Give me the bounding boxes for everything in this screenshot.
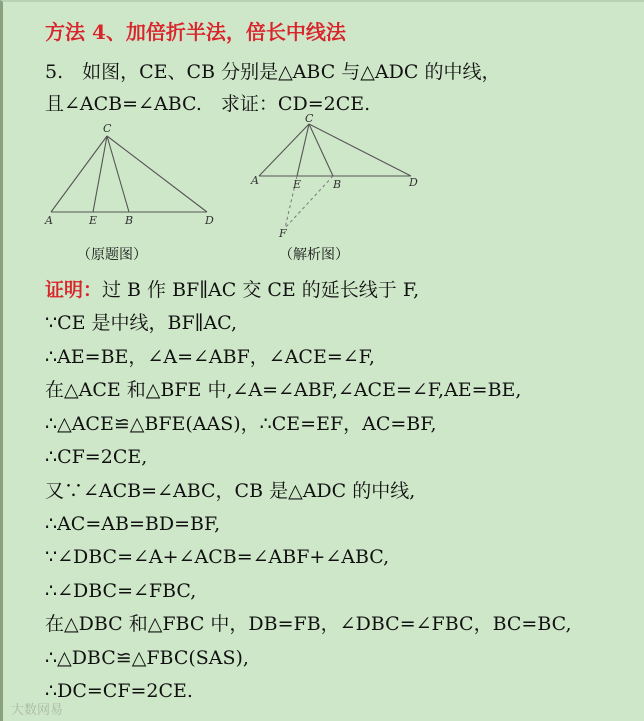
- method-title: 方法 4、加倍折半法，倍长中线法: [45, 20, 346, 44]
- label-A: A: [45, 214, 53, 227]
- label-A2: A: [251, 174, 259, 187]
- proof-line-9: ∴∠DBC=∠FBC,: [45, 580, 197, 602]
- proof-line-0: [45, 278, 419, 302]
- label-D2: D: [409, 176, 418, 189]
- proof-line-4: ∴△ACE≌△BFE(AAS)，∴CE=EF，AC=BF,: [45, 413, 437, 435]
- proof-line-10: 在△DBC 和△FBC 中，DB=FB，∠DBC=∠FBC，BC=BC,: [45, 613, 572, 635]
- original-figure-caption: （原题图）: [77, 247, 147, 263]
- proof-line-0-text: 过 B 作 BF∥AC 交 CE 的延长线于 F,: [102, 279, 420, 301]
- original-figure: [41, 120, 221, 232]
- label-C: C: [103, 122, 112, 135]
- label-E: E: [89, 214, 98, 227]
- proof-line-5: ∴CF=2CE,: [45, 446, 148, 468]
- proof-label: 证明：: [45, 279, 103, 301]
- label-C2: C: [305, 112, 314, 125]
- problem-line-1: 5. 如图，CE、CB 分别是△ABC 与△ADC 的中线，: [45, 61, 501, 83]
- proof-line-11: ∴△DBC≌△FBC(SAS),: [45, 647, 249, 669]
- analysis-figure-caption: （解析图）: [279, 247, 349, 263]
- proof-line-1: ∵CE 是中线，BF∥AC,: [45, 312, 238, 334]
- proof-line-12: ∴DC=CF=2CE.: [45, 680, 193, 702]
- label-D: D: [205, 214, 214, 227]
- proof-line-7: ∴AC=AB=BD=BF,: [45, 513, 221, 535]
- proof-line-2: ∴AE=BE，∠A=∠ABF，∠ACE=∠F,: [45, 346, 375, 368]
- analysis-figure: [249, 112, 429, 238]
- label-F2: F: [279, 227, 287, 238]
- label-B: B: [125, 214, 134, 227]
- watermark: 大数网易: [11, 703, 64, 718]
- proof-line-8: ∵∠DBC=∠A+∠ACB=∠ABF+∠ABC,: [45, 546, 390, 568]
- label-B2: B: [333, 178, 342, 191]
- proof-line-3: 在△ACE 和△BFE 中,∠A=∠ABF,∠ACE=∠F,AE=BE,: [45, 379, 522, 401]
- problem-line-2: 且∠ACB=∠ABC. 求证：CD=2CE.: [45, 93, 371, 115]
- proof-line-6: 又∵∠ACB=∠ABC，CB 是△ADC 的中线,: [45, 480, 416, 502]
- label-E2: E: [293, 178, 302, 191]
